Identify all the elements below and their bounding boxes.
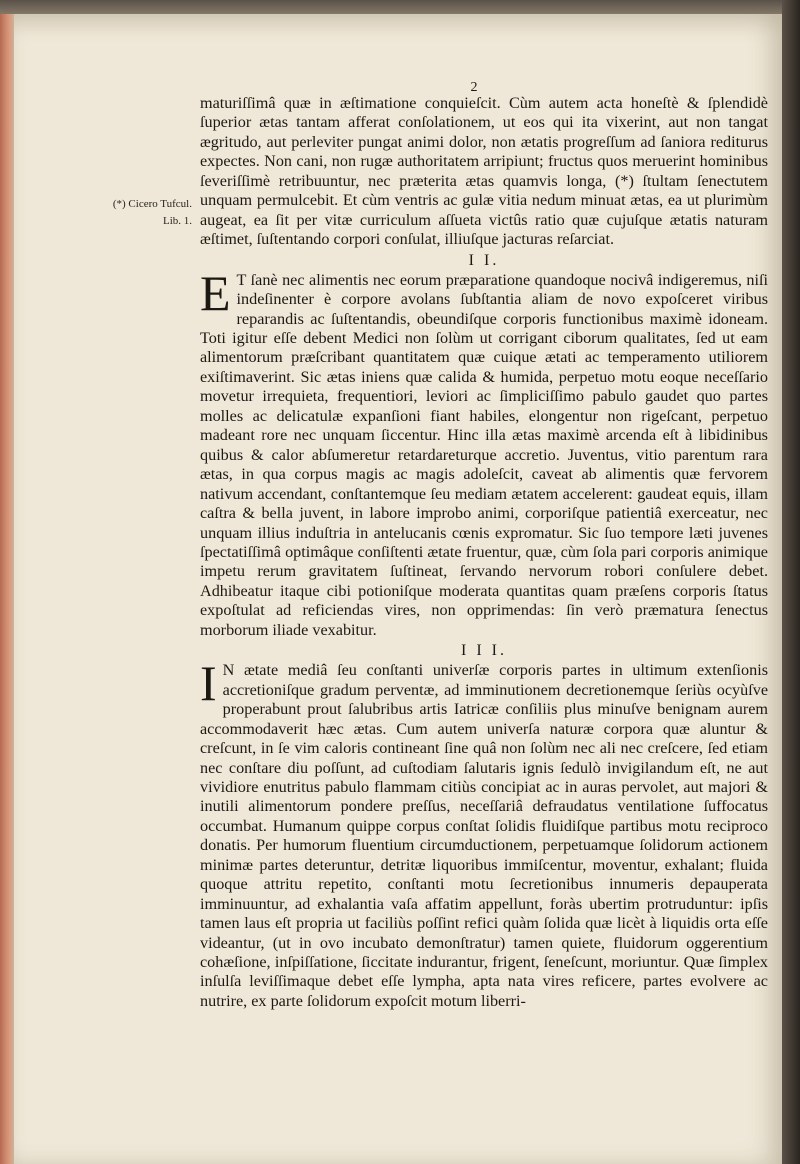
section-3-text: N ætate mediâ ſeu conſtanti univerſæ corporis partes in ultimum extenſionis accretioniſque gradum perventæ, ad imminutionem decretionemque ſeriùs ocyùſve properabunt prout ſalubribus artis Iatricæ conſiliis plus minuſve benignam aurem accommodaverit hæc ætas. Cum autem univerſa naturæ corpora quæ aluntur & creſcunt, in ſe vim caloris contineant ſine quâ non ſolùm nec ali nec creſcere, ſed etiam nec conſtare diu poſſunt, ad cuſtodiam ſalutaris ignis ſedulò invigilandum eſt, ne aut vividiore enutritus pabulo flammam citiùs concipiat ac in auras pervolet, aut majori & inutili alimentorum pondere preſſus, neceſſariâ defraudatus ventilatione ſuffocatus occumbat. Humanum quippe corpus conſtat ſolidis fluidiſque partibus motu reciproco donatis. Per humorum fluentium circumductionem, perpetuamque ſolidorum actionem minimæ partes deteruntur, detritæ liquoribus immiſcentur, moventur, exhalant; fluida quoque attritu repetito, conſtanti motu ſecretionibus innumeris depauperata imminuuntur, ad exhalantia vaſa affatim appellunt, foràs ubertim protruduntur: ipſis tamen laus eſt propria ut faciliùs poſſint refici quàm ſolida quæ licèt à liquidis orta eſſe videantur, (ut in ovo incubato demonſtratur) tamen quiete, fluidorum oggerentium cohæſione, inſpiſſatione, ſiccitate indurantur, frigent, ſeneſcunt, moriuntur. Quæ ſimplex inſulſa leviſſimaque debet eſſe lympha, apta nata vires reficere, partes evolvere ac nutrire, ex parte ſolidorum expoſcit motum liberri-	[200, 661, 768, 1010]
section-heading-3: I I I.	[461, 642, 507, 660]
section-heading-2: I I.	[468, 251, 500, 269]
drop-cap-letter: E	[200, 264, 231, 321]
book-spine-edge	[0, 14, 14, 1164]
book-right-edge	[782, 0, 800, 1164]
main-text-block	[200, 94, 768, 1011]
intro-paragraph: maturiſſimâ quæ in æſtimatione conquieſcit. Cùm autem acta honeſtè & ſplendidè ſuperior ætas tantam afferat conſolationem, ut eos qui ita vixerint, aut non tangat ægritudo, aut perleviter pungat animi dolor, non ætatis progreſſum ad ſaniora rediturus expectes. Non cani, non rugæ authoritatem arripiunt; fructus quos meruerint hominibus ſeveriſſimè retribuuntur, nec præterita ætas quamvis longa, (*) ſtultam ſenectutem unquam permulcebit. Et cùm ventris ac gulæ vitia nedum minuat ætas, ea ut plurimùm augeat, ea ſit per vitæ curriculum aſſueta victûs ratio quæ cujuſque ætatis naturam æſtimet, ſuſtentando corpori conſulat, illiuſque jacturas reſarciat.	[200, 94, 768, 249]
section-2-text: T ſanè nec alimentis nec eorum præparatione quandoque nocivâ indigeremus, niſi indeſinenter è corpore avolans ſubſtantia aliam de novo expoſceret viribus reparandis ac ſuſtentandis, obeundiſque corporis functionibus maximè idoneam. Toti igitur eſſe debent Medici non ſolùm ut corrigant ciborum qualitates, ſed ut eam alimentorum præſcribant quantitatem quæ cuique ætati ac temperamento utiliorem exiſtimaverint. Sic ætas iniens quæ calida & humida, perpetuo motu eoque neceſſario movetur irrequieta, frequentiori, leviori ac ſimpliciſſimo pabulo gaudet quo partes molles ac delicatulæ expanſioni fiant habiles, elongentur non rigeſcant, perpetuo madeant rore nec unquam ſiccentur. Hinc illa ætas maximè arcenda eſt à libidinibus quibus & calor abſumeretur retardareturque accretio. Juventus, vitio parentum rara ætas, in qua corpus magis ac magis adoleſcit, caveat ab alimentis quæ fervorem nativum accendant, conſtantemque ſeu mediam ætatem accelerent: gaudeat equis, illam caſtra & bella juvent, in labore improbo animi, corporiſque patientiâ exerceatur, nec unquam illius induſtria in antelucanis cœnis expromatur. Sic ſuo tempore læti juvenes ſpectatiſſimâ optimâque conſiſtenti ætate fruentur, quæ, cùm ſola pari corporis animique impetu rerum gravitatem ſuſtineat, ſervando nervorum robori conſulere debet. Adhibeatur itaque cibi potioniſque moderata quantitas quam præſens corporis ſtatus expoſtulat ad reficiendas vires, non opprimendas: ſin verò præmatura ſenectus morborum iliade vexabitur.	[200, 270, 768, 639]
section-2-paragraph	[200, 264, 768, 641]
page-number: 2	[470, 80, 478, 95]
margin-citation: (*) Cicero Tufcul. Lib. 1.	[112, 198, 192, 227]
section-3-paragraph	[200, 655, 768, 1011]
drop-cap-letter: I	[200, 655, 217, 712]
